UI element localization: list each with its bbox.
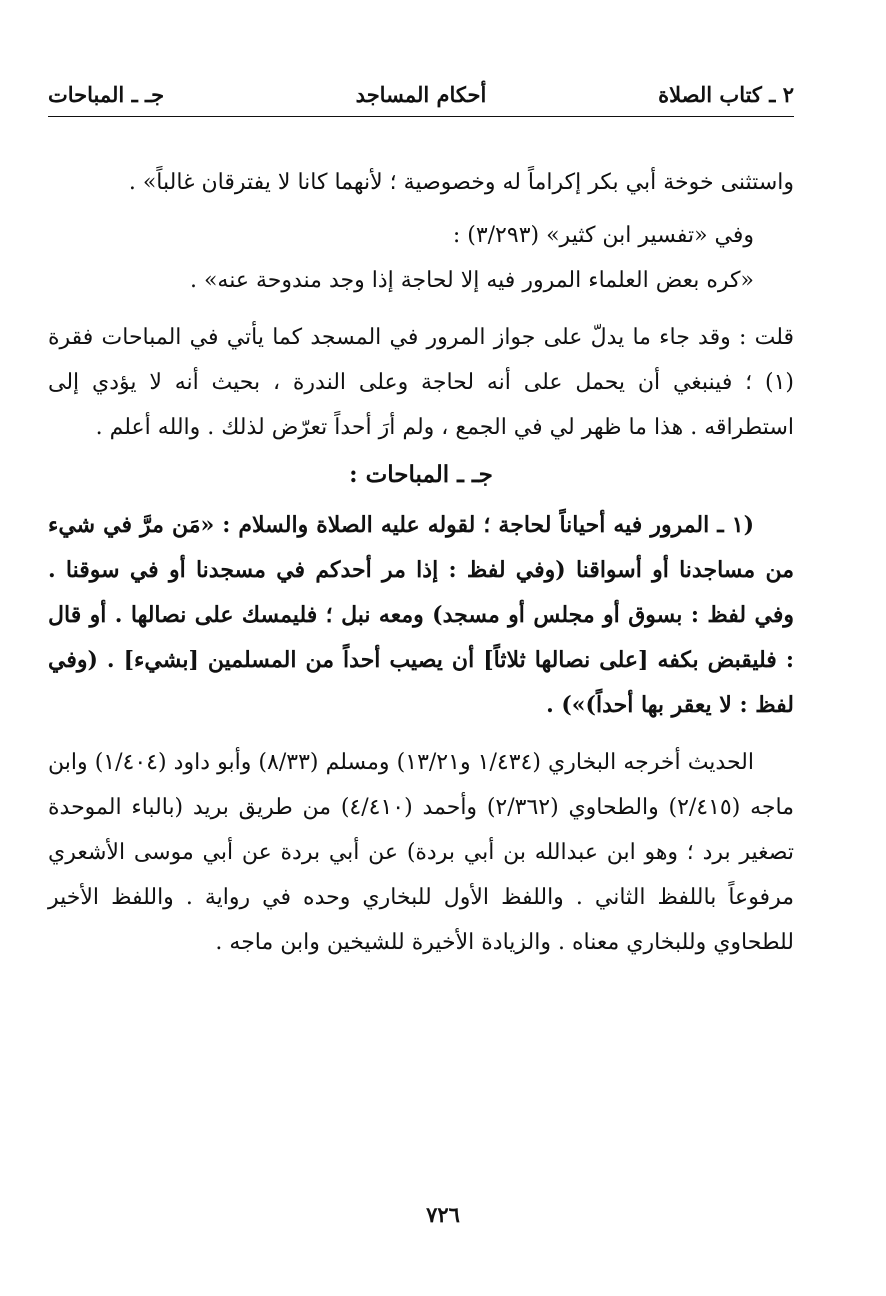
paragraph-hadith-sources: الحديث أخرجه البخاري (١/٤٣٤ و١٣/٢١) ومسلم (٨/٣٣) وأبو داود (١/٤٠٤) وابن ماجه (٢/٤١٥) والطحاوي (٢/٣٦٢) وأحمد (٤/٤١٠) من طريق بريد (بالباء الموحدة تصغير برد ؛ وهو ابن عبدالله بن أبي بردة) عن أبي بردة عن أبي موسى الأشعري مرفوعاً باللفظ الثاني . واللفظ الأول للبخاري وحده في رواية . واللفظ الأخير للطحاوي وللبخاري معناه . والزيادة الأخيرة للشيخين وابن ماجه . xyxy=(48,750,794,955)
header-chapter-title: ٢ ـ كتاب الصلاة xyxy=(658,82,794,107)
paragraph-ibn-kathir-quote: «كره بعض العلماء المرور فيه إلا لحاجة إذا وجد مندوحة عنه» . xyxy=(189,268,754,293)
header-book-title: أحكام المساجد xyxy=(355,82,487,107)
paragraph-author-note: قلت : وقد جاء ما يدلّ على جواز المرور في المسجد كما يأتي في المباحات فقرة (١) ؛ فينبغي أن يحمل على أنه لحاجة وعلى الندرة ، بحيث أنه لا يؤدي إلى استطراقه . هذا ما ظهر لي في الجمع ، ولم أرَ أحداً تعرّض لذلك . والله أعلم . xyxy=(48,325,794,440)
page-number: ٧٢٦ xyxy=(426,1202,460,1227)
running-header xyxy=(48,78,794,112)
paragraph-ibn-kathir-ref: وفي «تفسير ابن كثير» (٣/٢٩٣) : xyxy=(452,223,754,248)
page-body xyxy=(48,160,794,965)
paragraph-quote-end: واستثنى خوخة أبي بكر إكراماً له وخصوصية ؛ لأنهما كانا لا يفترقان غالباً» . xyxy=(128,170,794,195)
header-divider xyxy=(48,116,794,117)
section-heading: جـ ـ المباحات : xyxy=(349,461,493,488)
header-section-title: جـ ـ المباحات xyxy=(48,82,165,107)
paragraph-hadith: (١ ـ المرور فيه أحياناً لحاجة ؛ لقوله عليه الصلاة والسلام : «مَن مرَّ في شيء من مساجدنا أو أسواقنا (وفي لفظ : إذا مر أحدكم في مسجدنا أو في سوقنا . وفي لفظ : بسوق أو مجلس أو مسجد) ومعه نبل ؛ فليمسك على نصالها . أو قال : فليقبض بكفه [على نصالها ثلاثاً] أن يصيب أحداً من المسلمين [بشيء] . (وفي لفظ : لا يعقر بها أحداً)») . xyxy=(48,512,794,718)
